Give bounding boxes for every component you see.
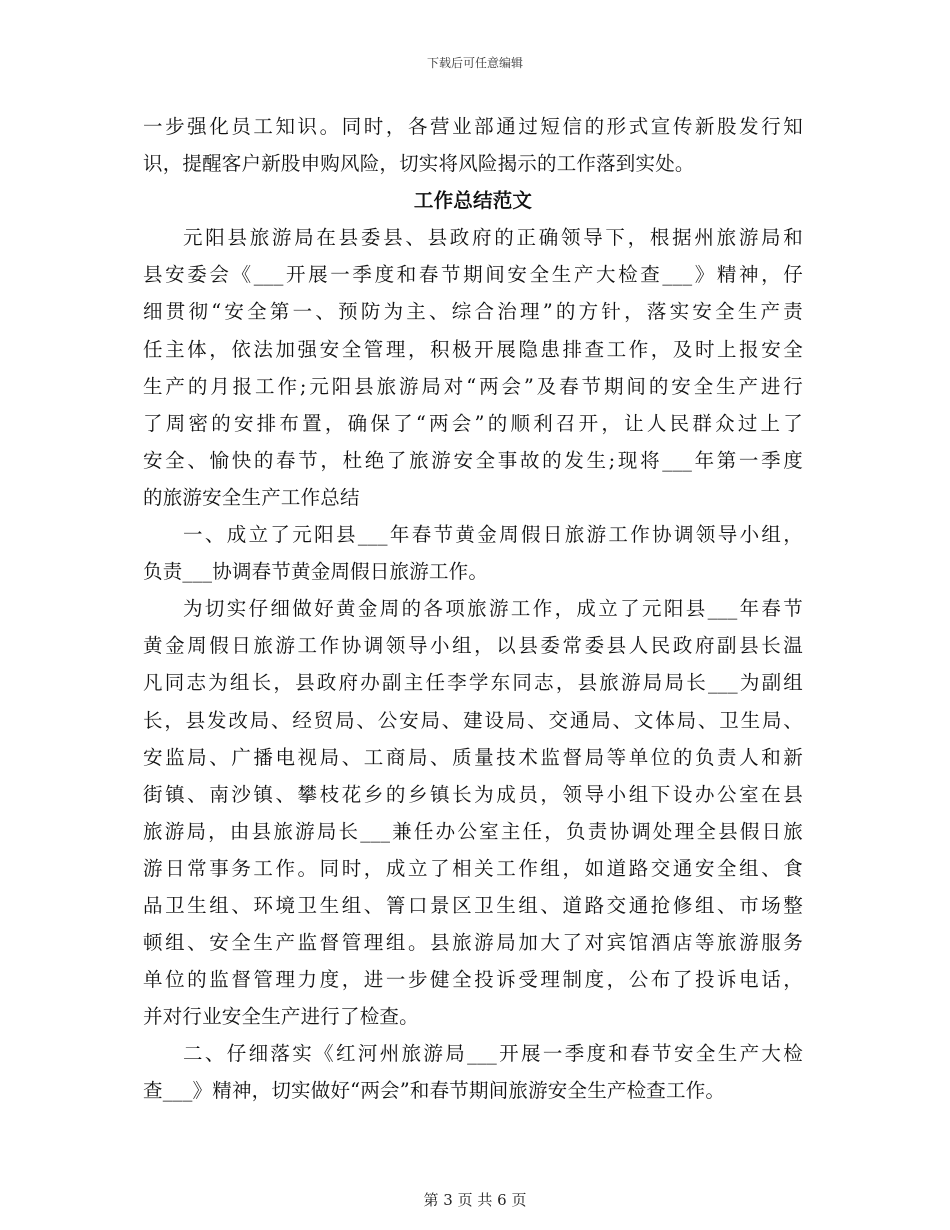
text-line: 旅游局，由县旅游局长___兼任办公室主任，负责协调处理全县假日旅: [143, 819, 803, 843]
text-line: 安全、愉快的春节，杜绝了旅游安全事故的发生;现将___年第一季度: [143, 448, 803, 472]
section-title: 工作总结范文: [413, 189, 533, 213]
text-line: 任主体，依法加强安全管理，积极开展隐患排查工作，及时上报安全: [143, 337, 803, 361]
page-number: 第 3 页 共 6 页: [423, 1191, 527, 1209]
text-line: 一步强化员工知识。同时，各营业部通过短信的形式宣传新股发行知: [143, 115, 803, 138]
text-line: 品卫生组、环境卫生组、箐口景区卫生组、道路交通抢修组、市场整: [143, 893, 803, 917]
text-line: 凡同志为组长，县政府办副主任李学东同志，县旅游局局长___为副组: [143, 671, 803, 695]
text-line: 负责___协调春节黄金周假日旅游工作。: [143, 560, 489, 584]
text-line: 了周密的安排布置，确保了“两会”的顺利召开，让人民群众过上了: [143, 411, 803, 435]
text-line: 细贯彻“安全第一、预防为主、综合治理”的方针，落实安全生产责: [143, 300, 803, 324]
text-line: 安监局、广播电视局、工商局、质量技术监督局等单位的负责人和新: [143, 745, 803, 769]
text-line: 长，县发改局、经贸局、公安局、建设局、交通局、文体局、卫生局、: [143, 708, 803, 732]
text-line: 的旅游安全生产工作总结: [143, 485, 360, 509]
text-line: 单位的监督管理力度，进一步健全投诉受理制度，公布了投诉电话，: [143, 968, 803, 992]
document-body: [143, 108, 803, 1110]
text-line: 查___》精神，切实做好“两会”和春节期间旅游安全生产检查工作。: [143, 1079, 726, 1103]
text-line: 并对行业安全生产进行了检查。: [143, 1005, 419, 1029]
text-line: 元阳县旅游局在县委县、县政府的正确领导下，根据州旅游局和: [183, 226, 803, 250]
text-line: 生产的月报工作;元阳县旅游局对“两会”及春节期间的安全生产进行: [143, 374, 803, 398]
text-line: 黄金周假日旅游工作协调领导小组，以县委常委县人民政府副县长温: [143, 634, 803, 658]
text-line: 游日常事务工作。同时，成立了相关工作组，如道路交通安全组、食: [143, 856, 803, 880]
text-line: 识，提醒客户新股申购风险，切实将风险揭示的工作落到实处。: [143, 152, 695, 176]
text-line: 一、成立了元阳县___年春节黄金周假日旅游工作协调领导小组，: [183, 523, 803, 547]
text-line: 顿组、安全生产监督管理组。县旅游局加大了对宾馆酒店等旅游服务: [143, 931, 803, 955]
text-line: 二、仔细落实《红河州旅游局___开展一季度和春节安全生产大检: [183, 1042, 803, 1066]
text-line: 街镇、南沙镇、攀枝花乡的乡镇长为成员，领导小组下设办公室在县: [143, 782, 803, 806]
page-header-note: 下载后可任意编辑: [426, 56, 523, 70]
text-line: 为切实仔细做好黄金周的各项旅游工作，成立了元阳县___年春节: [183, 597, 803, 621]
text-line: 县安委会《___开展一季度和春节期间安全生产大检查___》精神，仔: [143, 263, 803, 287]
